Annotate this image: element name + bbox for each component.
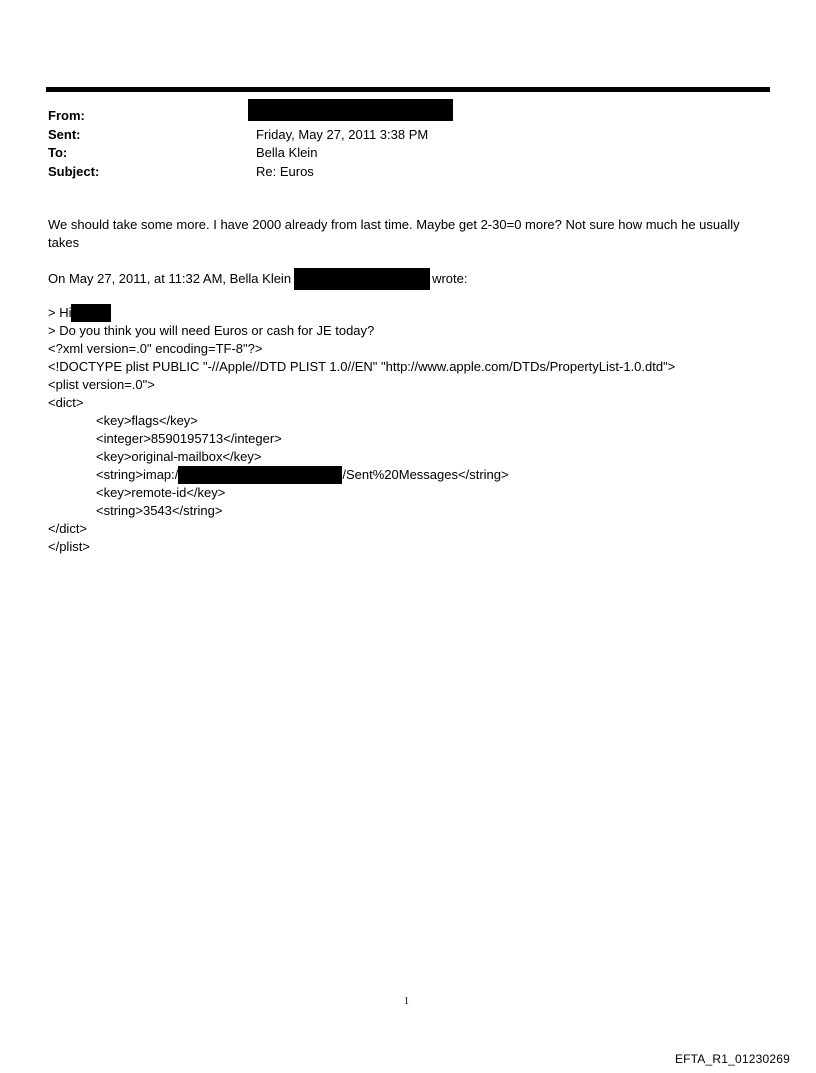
from-label: From: — [48, 108, 85, 123]
quoted-line: </plist> — [48, 539, 90, 554]
subject-label: Subject: — [48, 163, 100, 179]
quoted-line — [48, 466, 675, 484]
quoted-line: <plist version=.0"> — [48, 377, 155, 392]
email-body — [48, 216, 770, 252]
sender-email-redaction — [294, 268, 430, 290]
quoted-line: <integer>8590195713</integer> — [96, 431, 282, 446]
quoted-line: <!DOCTYPE plist PUBLIC "-//Apple//DTD PLIST 1.0//EN" "http://www.apple.com/DTDs/PropertyList-1.0.dtd"> — [48, 359, 676, 374]
imap-suffix: /Sent%20Messages</string> — [342, 467, 509, 482]
header-rule — [46, 87, 770, 92]
quoted-line: <key>remote-id</key> — [96, 485, 226, 500]
reply-attribution — [48, 268, 467, 290]
quoted-line: <key>original-mailbox</key> — [96, 449, 262, 464]
name-redaction — [71, 304, 111, 322]
quoted-line: <key>flags</key> — [96, 413, 198, 428]
reply-prefix: On May 27, 2011, at 11:32 AM, Bella Klein — [48, 271, 292, 286]
to-label: To: — [48, 145, 68, 160]
from-redaction — [248, 99, 453, 121]
sent-value: Friday, May 27, 2011 3:38 PM — [256, 126, 429, 142]
document-id: EFTA_R1_01230269 — [674, 1052, 790, 1066]
quoted-line: <?xml version=.0" encoding=TF-8"?> — [48, 341, 263, 356]
reply-suffix: wrote: — [432, 271, 468, 286]
imap-redaction — [178, 466, 342, 484]
quoted-greeting: > Hi — [48, 305, 72, 320]
quoted-line: <string>3543</string> — [96, 503, 223, 518]
sent-label: Sent: — [48, 126, 81, 142]
quoted-line: > Do you think you will need Euros or cash for JE today? — [48, 323, 375, 338]
body-paragraph: We should take some more. I have 2000 already from last time. Maybe get 2-30=0 more? Not sure how much he usually takes — [48, 217, 740, 250]
subject-value: Re: Euros — [256, 163, 314, 179]
quoted-line: </dict> — [48, 521, 88, 536]
page-number: 1 — [404, 996, 409, 1007]
to-value: Bella Klein — [256, 145, 318, 160]
quoted-message — [48, 304, 675, 556]
imap-prefix: <string>imap:/ — [96, 467, 179, 482]
quoted-line: <dict> — [48, 395, 84, 410]
quoted-line — [48, 304, 675, 322]
